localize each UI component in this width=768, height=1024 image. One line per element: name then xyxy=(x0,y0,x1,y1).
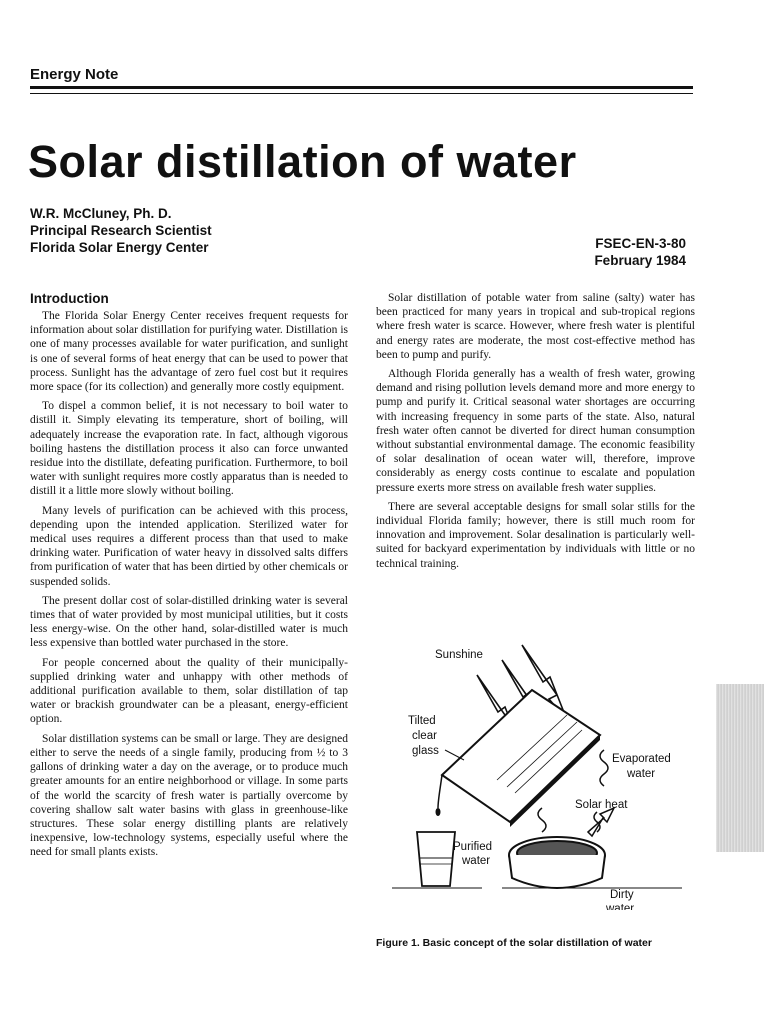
figure-solar-still-diagram xyxy=(382,640,702,910)
left-column xyxy=(30,309,348,865)
purified-water-glass xyxy=(417,832,455,886)
paragraph: Solar distillation of potable water from saline (salty) water has been practiced for many years in tropical and sub-tropical regions where fresh water is scarce. However, where fresh water is plentiful and energy rates are moderate, the most cost-effective method has been to pump and purify. xyxy=(376,292,695,361)
label-dirty-2: water xyxy=(606,903,635,910)
label-glass-1: Tilted xyxy=(408,715,436,727)
document-date: February 1984 xyxy=(594,253,686,268)
label-purified-1: Purified xyxy=(453,841,492,853)
water-drop xyxy=(436,808,441,816)
paragraph: Solar distillation systems can be small or large. They are designed either to serve the needs of a single family, producing from ½ to 3 gallons of drinking water a day on the average, or to produce much greater amounts for an entire neighborhood or village. In some parts of the world the scarcity of fresh water is partially overcome by covering shallow salt water basins with glass in greenhouse-like structures. These solar energy distilling plants are relatively inexpensive, low-technology systems, especially useful where the need for small plants exists. xyxy=(30,732,348,859)
figure-caption: Figure 1. Basic concept of the solar distillation of water xyxy=(376,937,652,949)
author-organization: Florida Solar Energy Center xyxy=(30,240,209,255)
label-purified-2: water xyxy=(462,855,491,867)
label-dirty-1: Dirty xyxy=(610,889,634,901)
paragraph: For people concerned about the quality of their municipally-supplied drinking water and unhappy with other methods of additional purification available to them, solar distillation of tap water or brackish groundwater can be a pleasant, energy-efficient option. xyxy=(30,656,348,726)
label-solar-heat: Solar heat xyxy=(575,799,628,811)
series-label-energy: Energy xyxy=(30,66,81,83)
right-column xyxy=(376,291,695,576)
paragraph: Although Florida generally has a wealth of fresh water, growing demand and rising pollution levels demand more and more energy to pump and purify it. Critical seasonal water shortages are occurring with increasing frequency in some parts of the state. Also, natural fresh water often cannot be diverted for direct human consumption without substantial environmental damage. The economic feasibility of solar desalination of ocean water will, therefore, improve considerably as energy costs continue to escalate and population pressure exerts more stress on available fresh water supplies. xyxy=(376,368,695,494)
series-label-note: Note xyxy=(85,66,119,83)
header-rule-thick xyxy=(30,86,693,89)
solar-still-illustration xyxy=(382,640,702,910)
section-heading-introduction: Introduction xyxy=(30,291,109,306)
label-evaporated-2: water xyxy=(627,768,656,780)
document-id: FSEC-EN-3-80 xyxy=(595,236,686,251)
solar-heat-arrow xyxy=(588,808,614,836)
scan-margin-artifact xyxy=(716,684,764,852)
label-glass-2: clear xyxy=(412,730,437,742)
paragraph: To dispel a common belief, it is not necessary to boil water to distill it. Simply elevating its temperature, short of boiling, will adequately increase the evaporation rate. In fact, although vigorous boiling hastens the distillation process it also can force unwanted residue into the distillate, defeating purification. Furthermore, to boil water with sunlight requires more costly apparatus than is needed to distill it a little more slowly without boiling. xyxy=(30,400,348,498)
drip-line xyxy=(438,775,442,808)
label-glass-3: glass xyxy=(412,745,439,757)
paragraph: Many levels of purification can be achieved with this process, depending upon the intended application. Sterilized water for medical uses requires a different process than that used to make drinking water. Purification of water heavy in dissolved salts differs from purification of water that has been dirtied by other chemicals or suspended solids. xyxy=(30,504,348,588)
paragraph: The present dollar cost of solar-distilled drinking water is several times that of water provided by most municipal utilities, but it costs less energy-wise. On the other hand, solar-distilled water is much less expensive than bottled water purchased in the store. xyxy=(30,594,348,650)
header-rule-thin xyxy=(30,93,693,94)
paragraph: The Florida Solar Energy Center receives frequent requests for information about solar distillation for purifying water. Distillation is one of many processes available for water purification, and sunlight is one of several forms of heat energy that can be used to power that process. Sunlight has the advantage of zero fuel cost but it requires more space (for its collection) and generally more costly equipment. xyxy=(30,310,348,394)
document-title: Solar distillation of water xyxy=(28,136,577,187)
paragraph: There are several acceptable designs for small solar stills for the individual Florida family; however, there is still much room for innovation and improvement. Solar desalination is particularly well-suited for backyard experimentation by individuals with little or no technical training. xyxy=(376,500,695,570)
author-name: W.R. McCluney, Ph. D. xyxy=(30,206,172,221)
dirty-water-basin xyxy=(509,837,605,888)
series-label xyxy=(30,66,118,83)
glass-leader-line xyxy=(445,750,464,760)
label-sunshine: Sunshine xyxy=(435,649,483,661)
label-evaporated-1: Evaporated xyxy=(612,753,671,765)
author-position: Principal Research Scientist xyxy=(30,223,212,238)
